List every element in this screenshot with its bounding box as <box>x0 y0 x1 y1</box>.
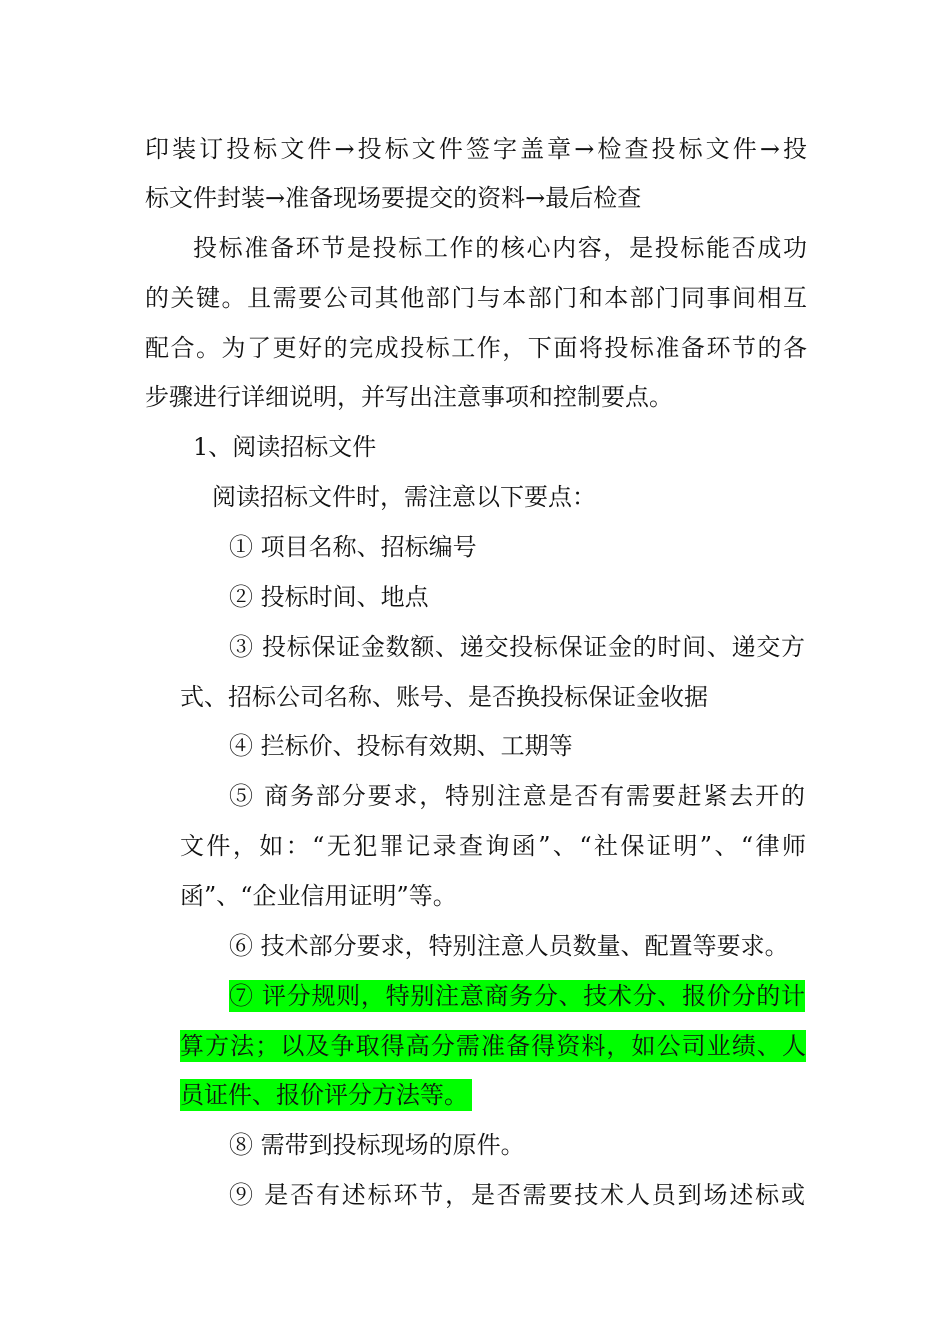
paragraph-line: 标文件封装→准备现场要提交的资料→最后检查 <box>145 184 642 212</box>
list-item-continuation: 式、招标公司名称、账号、是否换投标保证金收据 <box>180 683 708 711</box>
list-item: ⑧ 需带到投标现场的原件。 <box>229 1131 525 1159</box>
list-item: ⑨ 是否有述标环节，是否需要技术人员到场述标或 <box>229 1181 805 1209</box>
highlighted-list-item: ⑦ 评分规则，特别注意商务分、技术分、报价分的计 <box>229 982 805 1010</box>
paragraph-line: 投标准备环节是投标工作的核心内容，是投标能否成功 <box>193 234 807 262</box>
highlighted-list-item-continuation: 算方法；以及争取得高分需准备得资料，如公司业绩、人 <box>180 1032 806 1060</box>
paragraph-line: 印装订投标文件→投标文件签字盖章→检查投标文件→投 <box>145 135 807 163</box>
list-item: ② 投标时间、地点 <box>229 583 429 611</box>
list-item: ⑤ 商务部分要求，特别注意是否有需要赶紧去开的 <box>229 782 805 810</box>
list-item-continuation: 文件，如：“无犯罪记录查询函”、“社保证明”、“律师 <box>180 832 806 860</box>
paragraph-line: 的关键。且需要公司其他部门与本部门和本部门同事间相互 <box>145 284 807 312</box>
section-heading: 1、阅读招标文件 <box>193 433 377 461</box>
highlighted-list-item-continuation: 员证件、报价评分方法等。 <box>180 1079 472 1111</box>
list-item-continuation: 函”、“企业信用证明”等。 <box>180 882 457 910</box>
list-item: ① 项目名称、招标编号 <box>229 533 477 561</box>
list-item: ③ 投标保证金数额、递交投标保证金的时间、递交方 <box>229 633 805 661</box>
paragraph-line: 步骤进行详细说明，并写出注意事项和控制要点。 <box>145 383 673 411</box>
list-item: ④ 拦标价、投标有效期、工期等 <box>229 732 573 760</box>
paragraph-line: 配合。为了更好的完成投标工作，下面将投标准备环节的各 <box>145 334 807 362</box>
list-item: ⑥ 技术部分要求，特别注意人员数量、配置等要求。 <box>229 932 789 960</box>
paragraph-line: 阅读招标文件时，需注意以下要点： <box>212 483 596 511</box>
